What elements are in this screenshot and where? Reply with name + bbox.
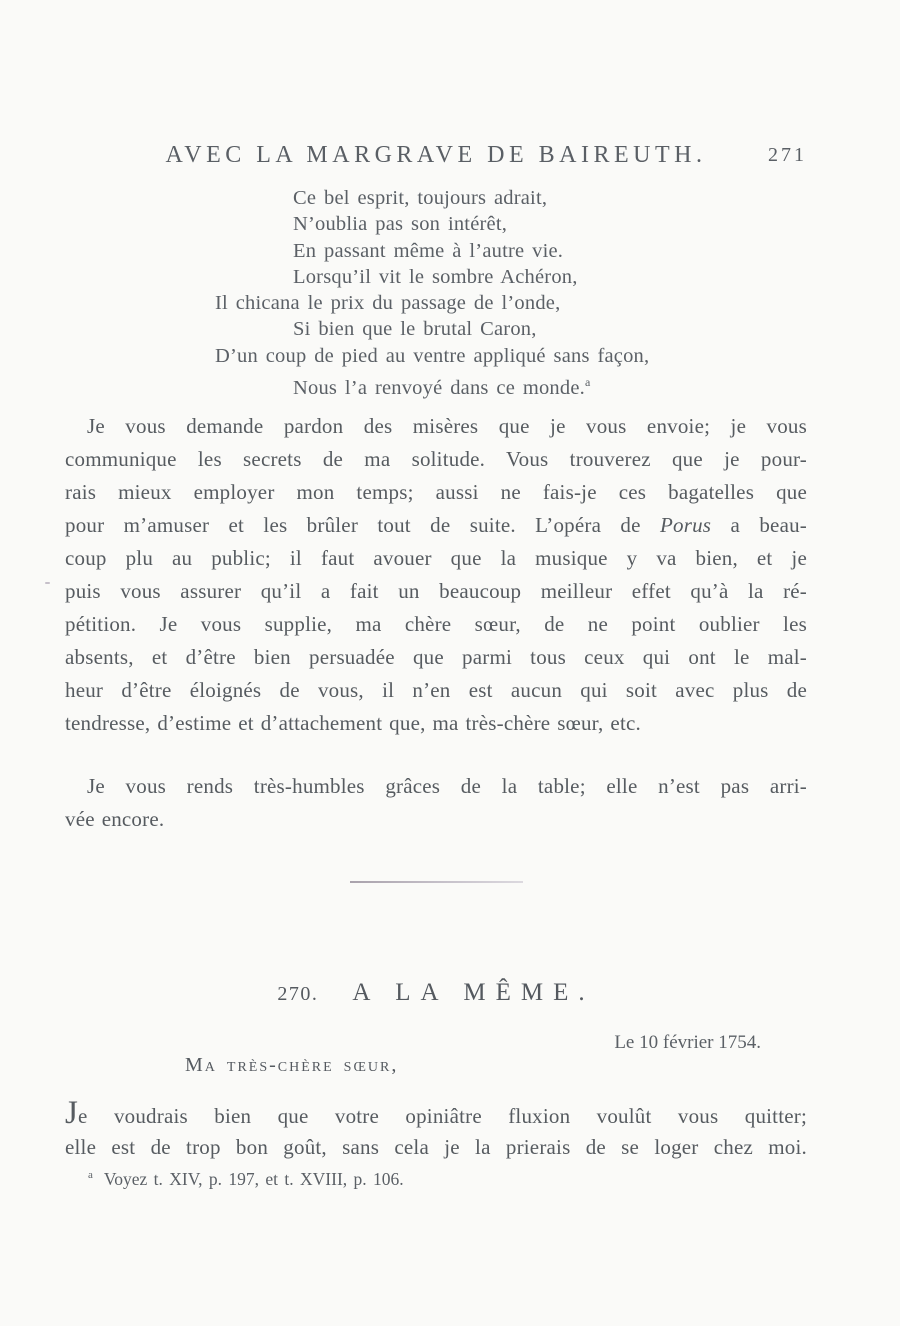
text-segment: rais mieux employer mon temps; aussi ne fais-je ces bagatelles que [65, 480, 807, 504]
text-line [65, 1096, 807, 1130]
text-segment: D’un coup de pied au ventre appliqué sans façon, [215, 344, 650, 367]
text-segment: a beau- [711, 513, 807, 537]
text-line [215, 185, 649, 211]
letter-heading [65, 979, 807, 1007]
text-segment: puis vous assurer qu’il a fait un beaucoup meilleur effet qu’à la ré- [65, 579, 807, 603]
text-segment: Je vous rends très-humbles grâces de la table; elle n’est pas arri- [87, 774, 807, 798]
date-line: Le 10 février 1754. [614, 1032, 761, 1053]
text-line [215, 264, 649, 290]
text-line [215, 316, 649, 342]
letter-title: A LA MÊME. [352, 979, 595, 1006]
text-line [215, 343, 649, 369]
text-line [65, 608, 807, 641]
text-segment: En passant même à l’autre vie. [293, 239, 564, 262]
italic-text: Porus [659, 513, 712, 537]
text-segment: heur d’être éloignés de vous, il n’en est aucun qui soit avec plus de [65, 678, 807, 702]
footnote-text: Voyez t. XIV, p. 197, et t. XVIII, p. 106. [103, 1169, 404, 1189]
salutation: Ma très-chère sœur, [185, 1054, 399, 1076]
text-line [65, 476, 807, 509]
text-line [65, 641, 807, 674]
letter-number: 270. [277, 983, 319, 1005]
text-segment: tendresse, d’estime et d’attachement que, ma très-chère sœur, etc. [65, 711, 641, 735]
letter-body [65, 1096, 807, 1164]
text-segment: Nous l’a renvoyé dans ce monde. [293, 376, 585, 399]
text-segment: Ce bel esprit, toujours adrait, [293, 187, 548, 209]
footnote-marker: a [88, 1169, 93, 1182]
text-segment: N’oublia pas son intérêt, [293, 213, 508, 236]
page-header-title: AVEC LA MARGRAVE DE BAIREUTH. [165, 142, 707, 168]
text-line [215, 290, 649, 316]
text-line [65, 674, 807, 707]
letter-paragraph-2 [65, 770, 807, 836]
text-segment: vée encore. [65, 807, 165, 831]
text-segment: elle est de trop bon goût, sans cela je la prierais de se loger chez moi. [65, 1135, 807, 1159]
text-line [215, 211, 649, 237]
text-line [65, 1130, 807, 1164]
text-line [215, 369, 649, 401]
text-line [65, 509, 807, 542]
text-line [65, 410, 807, 443]
running-header [65, 142, 807, 169]
text-line [65, 803, 807, 836]
footnote-reference-mark: a [584, 375, 591, 390]
text-segment: pétition. Je vous supplie, ma chère sœur, de ne point oublier les [65, 612, 807, 636]
text-line [215, 238, 649, 264]
footnote [88, 1169, 404, 1190]
text-line [65, 707, 807, 740]
poem [215, 185, 649, 401]
letter-paragraph-1 [65, 410, 807, 740]
text-line [65, 770, 807, 803]
text-segment: Je vous demande pardon des misères que je vous envoie; je vous [87, 414, 807, 438]
text-line [65, 575, 807, 608]
text-segment: pour m’amuser et les brûler tout de suite. L’opéra de [65, 513, 660, 537]
page-number: 271 [768, 144, 807, 166]
section-divider [350, 881, 523, 883]
text-segment: absents, et d’être bien persuadée que parmi tous ceux qui ont le mal- [65, 645, 807, 669]
text-segment: Si bien que le brutal Caron, [293, 318, 537, 341]
scan-speck [45, 582, 50, 584]
text-line [65, 542, 807, 575]
text-line [65, 443, 807, 476]
text-segment: Il chicana le prix du passage de l’onde, [215, 292, 561, 315]
text-segment: Lorsqu’il vit le sombre Achéron, [293, 265, 578, 288]
text-segment: communique les secrets de ma solitude. Vous trouverez que je pour- [65, 447, 807, 471]
text-segment: Je voudrais bien que votre opiniâtre fluxion voulût vous quitter; [65, 1095, 807, 1131]
text-segment: coup plu au public; il faut avouer que la musique y va bien, et je [65, 546, 807, 570]
